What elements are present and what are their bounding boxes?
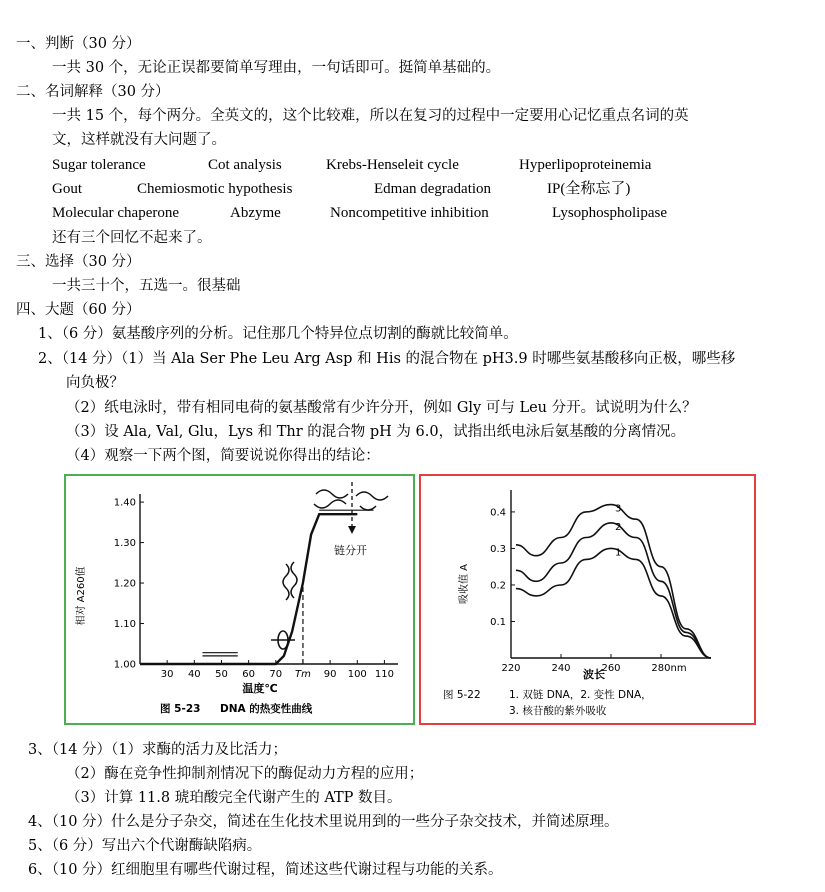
y-tick-label: 0.4 xyxy=(490,507,506,519)
x-tick-label: 240 xyxy=(551,663,571,674)
x-tick-label: 280nm xyxy=(651,663,687,674)
question-1: 1、（6 分）氨基酸序列的分析。记住那几个特异位点切割的酶就比较简单。 xyxy=(38,326,518,342)
figure-caption: DNA 的热变性曲线 xyxy=(220,703,313,715)
y-tick-label: 1.10 xyxy=(113,619,136,631)
question-3-part3: （3）计算 11.8 琥珀酸完全代谢产生的 ATP 数目。 xyxy=(66,790,402,806)
series-label-1: 1 xyxy=(615,547,622,559)
x-tick-label: 30 xyxy=(160,669,174,680)
x-tick-label: 40 xyxy=(187,669,201,680)
term: Hyperlipoproteinemia xyxy=(519,157,652,173)
term: Lysophospholipase xyxy=(552,205,667,221)
question-5: 5、（6 分）写出六个代谢酶缺陷病。 xyxy=(28,838,262,854)
x-tick-label: 50 xyxy=(215,669,228,680)
section-3-title: 三、选择（30 分） xyxy=(16,254,141,270)
series-line-1 xyxy=(516,548,711,658)
section-2-title: 二、名词解释（30 分） xyxy=(16,84,170,100)
x-tick-label: 110 xyxy=(374,669,394,680)
question-2-part3: （3）设 Ala, Val, Glu，Lys 和 Thr 的混合物 pH 为 6.0，试指出纸电泳后氨基酸的分离情况。 xyxy=(66,424,686,440)
figure-uv-absorption xyxy=(419,474,756,725)
dna-partially-melted-icon xyxy=(283,562,297,600)
x-tick-label: 100 xyxy=(347,669,367,680)
question-4: 4、（10 分）什么是分子杂交，简述在生化技术里说用到的一些分子杂交技术，并简述原理。 xyxy=(28,814,619,830)
section-2-text-line2: 文，这样就没有大问题了。 xyxy=(52,132,226,148)
question-2-part1-line1: 2、（14 分）（1）当 Ala Ser Phe Leu Arg Asp 和 His 的混合物在 pH3.9 时哪些氨基酸移向正极，哪些移 xyxy=(38,351,736,367)
question-6: 6、（10 分）红细胞里有哪些代谢过程，简述这些代谢过程与功能的关系。 xyxy=(28,862,503,878)
y-tick-label: 1.20 xyxy=(113,578,136,590)
term: Cot analysis xyxy=(208,157,282,173)
y-tick-label: 0.1 xyxy=(490,616,506,628)
x-tick-label: 220 xyxy=(501,663,521,674)
question-2-part4: （4）观察一下两个图，简要说说你得出的结论： xyxy=(66,448,380,464)
section-2-note: 还有三个回忆不起来了。 xyxy=(52,230,212,246)
section-1-title: 一、判断（30 分） xyxy=(16,36,141,52)
x-tick-label: 260 xyxy=(601,663,621,674)
section-1-text: 一共 30 个，无论正误都要简单写理由，一句话即可。挺简单基础的。 xyxy=(52,60,501,76)
term: Gout xyxy=(52,181,82,197)
question-3-part2: （2）酶在竞争性抑制剂情况下的酶促动力方程的应用； xyxy=(66,766,424,782)
term: Chemiosmotic hypothesis xyxy=(137,181,293,197)
question-3-part1: 3、（14 分）（1）求酶的活力及比活力； xyxy=(28,742,288,758)
x-tick-label: 60 xyxy=(242,669,255,680)
term: Krebs-Henseleit cycle xyxy=(326,157,459,173)
figure-caption-line1: 1. 双链 DNA，2. 变性 DNA， xyxy=(509,689,652,701)
y-axis-label: 相对 A260值 xyxy=(76,566,87,626)
uv-absorption-chart xyxy=(419,474,756,725)
term: Noncompetitive inhibition xyxy=(330,205,489,221)
y-tick-label: 0.3 xyxy=(490,543,506,555)
arrow-down-icon xyxy=(348,526,356,534)
question-2-part1-line2: 向负极？ xyxy=(66,375,124,391)
x-tick-label: Tm xyxy=(295,669,311,680)
y-tick-label: 0.2 xyxy=(490,580,506,592)
y-tick-label: 1.00 xyxy=(113,659,136,671)
y-tick-label: 1.30 xyxy=(113,538,136,550)
term: Molecular chaperone xyxy=(52,205,180,221)
dna-single-strand-icon xyxy=(314,490,388,510)
x-tick-label: 90 xyxy=(323,669,337,680)
term: Sugar tolerance xyxy=(52,157,146,173)
term: Abzyme xyxy=(230,205,281,221)
figure-number: 图 5-22 xyxy=(443,689,481,701)
term: Edman degradation xyxy=(374,181,492,197)
section-2-text-line1: 一共 15 个，每个两分。全英文的，这个比较难，所以在复习的过程中一定要用心记忆重点名词的英 xyxy=(52,108,689,124)
x-axis-label: 温度℃ xyxy=(242,682,278,695)
x-tick-label: 70 xyxy=(269,669,283,680)
figure-caption-line2: 3. 核苷酸的紫外吸收 xyxy=(509,705,607,717)
question-2-part2: （2）纸电泳时，带有相同电荷的氨基酸常有少许分开，例如 Gly 可与 Leu 分开。试说明为什么？ xyxy=(66,400,697,416)
section-3-text: 一共三十个，五选一。很基础 xyxy=(52,278,241,294)
section-4-title: 四、大题（60 分） xyxy=(16,302,141,318)
annotation-label: 链分开 xyxy=(334,544,367,557)
figure-number: 图 5-23 xyxy=(160,703,201,715)
series-label-2: 2 xyxy=(615,521,622,533)
term: IP(全称忘了) xyxy=(547,181,631,197)
dna-melting-chart xyxy=(64,474,415,725)
series-label-3: 3 xyxy=(615,503,622,515)
y-axis-label: 吸收值 A xyxy=(459,563,470,605)
series-line-2 xyxy=(516,523,711,658)
figure-border xyxy=(65,475,414,724)
y-tick-label: 1.40 xyxy=(113,497,136,509)
figure-dna-melting xyxy=(64,474,415,725)
x-axis-label: 波长 xyxy=(583,668,605,681)
series-line xyxy=(140,514,357,664)
